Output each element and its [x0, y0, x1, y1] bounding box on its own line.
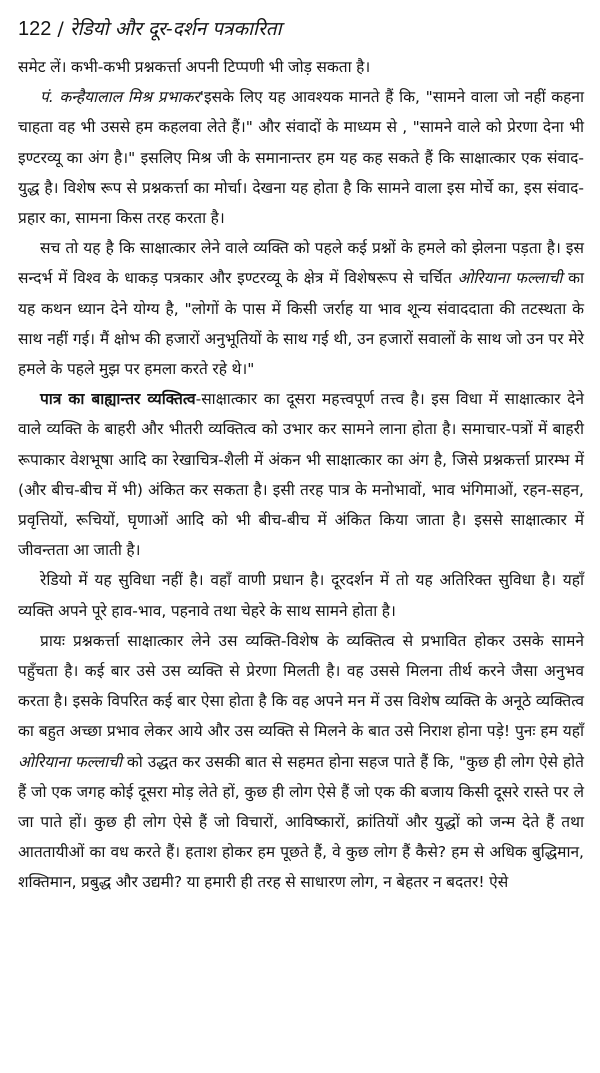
page-number: 122 — [18, 18, 52, 40]
header-separator: / — [51, 18, 70, 40]
paragraph-personality — [18, 384, 584, 565]
paragraph-text: रेडियो में यह सुविधा नहीं है। वहाँ वाणी प्रधान है। दूरदर्शन में तो यह अतिरिक्त सुविधा है। यहाँ व्यक्ति अपने पूरे हाव-भाव, पहनावे तथा चेहरे के साथ सामने होता है। — [18, 571, 584, 620]
paragraph-text: को उद्धत कर उसकी बात से सहमत होना सहज पाते हैं कि, "कुछ ही लोग ऐसे होते हैं जो एक जगह कोई दूसरा मोड़ लेते हों, कुछ ही लोग ऐसे हैं जो एक की बजाय किसी दूसरे रास्ते पर ले जा पाते हों। कुछ ही लोग ऐसे हैं जो विचारों, आविष्कारों, क्रांतियों और युद्धों को जन्म देते हैं तथा आततायीओं का वध करते हैं। हताश होकर हम पूछते हैं, वे कुछ लोग हैं कैसे? हम से अधिक बुद्धिमान, शक्तिमान, प्रबुद्ध और उद्यमी? या हमारी ही तरह से साधारण लोग, न बेहतर न बदतर! ऐसे — [18, 752, 584, 892]
paragraph-fallaci-quote — [18, 233, 584, 384]
paragraph-interviewer — [18, 626, 584, 898]
paragraph-text: इसके लिए यह आवश्यक मानते हैं कि, "सामने वाला जो नहीं कहना चाहता वह भी उससे हम कहलवा लेते हैं।" और संवादों के माध्यम से , "सामने वाले को प्रेरणा देना भी इण्टरव्यू का अंग है।" इसलिए मिश्र जी के समानान्तर हम यह कह सकते हैं कि साक्षात्कार एक संवाद-युद्ध है। विशेष रूप से प्रश्नकर्त्ता का मोर्चा। देखना यह होता है कि सामने वाला इस मोर्चे का, इस संवाद-प्रहार का, सामना किस तरह करता है। — [18, 88, 584, 228]
paragraph-text: -साक्षात्कार का दूसरा महत्त्वपूर्ण तत्त्व है। इस विधा में साक्षात्कार देने वाले व्यक्ति के बाहरी और भीतरी व्यक्तित्व को उभार कर सामने लाना होता है। समाचार-पत्रों में बाहरी रूपाकार वेशभूषा आदि का रेखाचित्र-शैली में अंकन भी साक्षात्कार का अंग है, जिसे प्रश्नकर्त्ता प्रारम्भ में (और बीच-बीच में भी) अंकित कर सकता है। इसी तरह पात्र के मनोभावों, भाव भंगिमाओं, रहन-सहन, प्रवृत्तियों, रूचियों, घृणाओं आदि को भी बीच-बीच में अंकित किया जाता है। इससे साक्षात्कार में जीवन्तता आ जाती है। — [18, 390, 585, 560]
author-name-fallaci: ओरियाना फल्लाची — [18, 752, 123, 771]
running-title: रेडियो और दूर-दर्शन पत्रकारिता — [69, 18, 282, 40]
section-heading: पात्र का बाह्यान्तर व्यक्तित्व — [40, 390, 196, 409]
paragraph-text: समेट लें। कभी-कभी प्रश्नकर्त्ता अपनी टिप्पणी भी जोड़ सकता है। — [18, 58, 371, 76]
paragraph-continuation — [18, 52, 584, 82]
author-name-fallaci: ओरियाना फल्लाची — [457, 269, 563, 288]
book-page — [18, 16, 584, 898]
paragraph-text: सच तो यह है कि साक्षात्कार लेने वाले व्यक्ति को पहले कई प्रश्नों के हमले को झेलना पड़ता है। इस सन्दर्भ में विश्व के धाकड़ पत्रकार और इण्टरव्यू के क्षेत्र में विशेषरूप से चर्चित — [18, 239, 584, 288]
paragraph-text: का यह कथन ध्यान देने योग्य है, "लोगों के पास में किसी जर्राह या भाव शून्य संवाददाता की तटस्थता के साथ नहीं गई। मैं क्षोभ की हजारों अनुभूतियों के साथ गई थी, उन हजारों सवालों के साथ जो उन पर मेरे हमले के पहले मुझ पर हमला करते रहे थे।" — [18, 269, 585, 379]
paragraph-text: प्रायः प्रश्नकर्त्ता साक्षात्कार लेने उस व्यक्ति-विशेष के व्यक्तित्व से प्रभावित होकर उसके सामने पहुँचता है। कई बार उसे उस व्यक्ति से प्रेरणा मिलती है। वह उससे मिलना तीर्थ करने जैसा अनुभव करता है। इसके विपरित कई बार ऐसा होता है कि वह अपने मन में उस विशेष व्यक्ति के अनूठे व्यक्तित्व का बहुत अच्छा प्रभाव लेकर आये और उस व्यक्ति से मिलने के बात उसे निराश होना पड़े! पुनः हम यहाँ — [18, 631, 584, 741]
paragraph-prabhakar-quote — [18, 82, 584, 233]
author-name-prabhakar: पं. कन्हैयालाल मिश्र प्रभाकर' — [40, 88, 204, 107]
paragraph-radio — [18, 565, 584, 625]
running-header — [18, 16, 584, 42]
